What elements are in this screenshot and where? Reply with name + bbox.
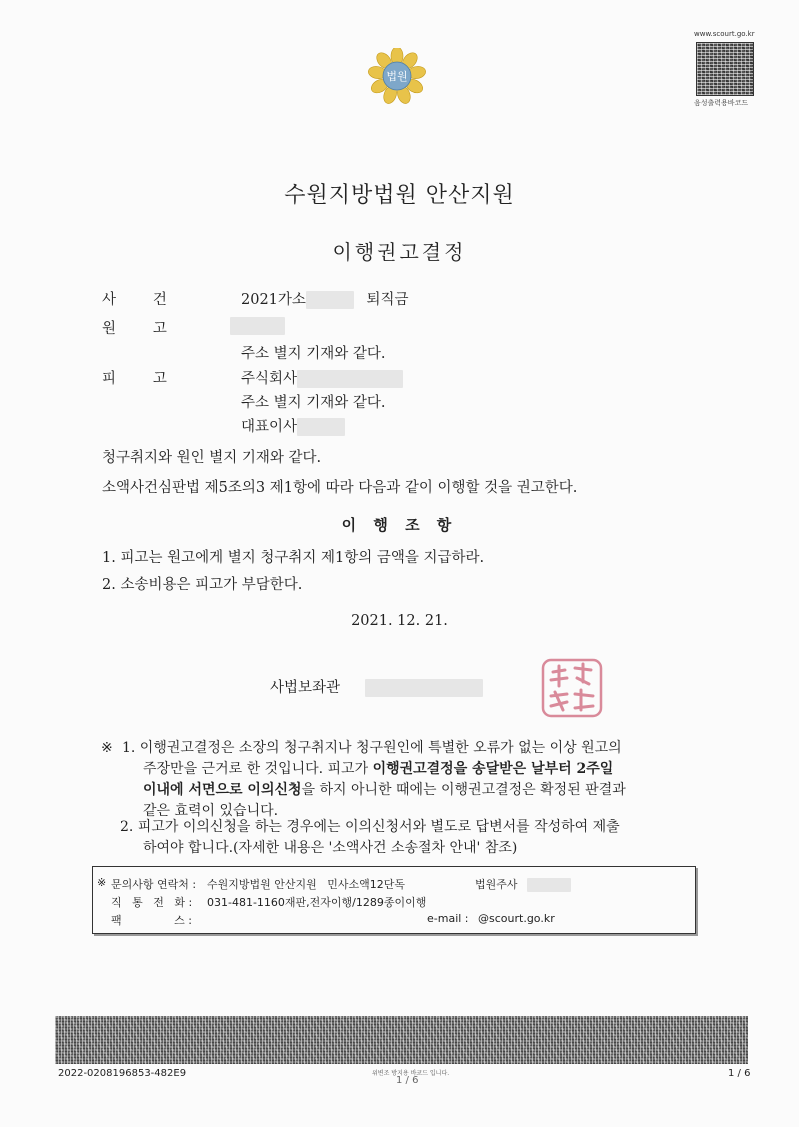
plaintiff-address: 주소 별지 기재와 같다. bbox=[241, 346, 386, 362]
item-1: 1. 피고는 원고에게 별지 청구취지 제1항의 금액을 지급하라. bbox=[102, 550, 485, 566]
qr-caption: 음성출력용바코드 bbox=[694, 99, 749, 107]
barcode-note: 위변조 방지용 바코드 입니다. bbox=[372, 1070, 450, 1077]
redacted-defendant-company bbox=[297, 370, 403, 388]
official-seal-icon bbox=[537, 652, 609, 724]
officer-title: 사법보좌관 bbox=[270, 680, 341, 696]
case-number-row bbox=[241, 288, 409, 309]
note-1-line-2: 주장만을 근거로 한 것입니다. 피고가 이행권고결정을 송달받은 날부터 2주일 bbox=[143, 761, 614, 777]
decision-date: 2021. 12. 21. bbox=[351, 613, 448, 629]
note-1-line-3: 이내에 서면으로 이의신청을 하지 아니한 때에는 이행권고결정은 확정된 판결과 bbox=[143, 782, 626, 798]
inquiry-label: 문의사항 연락처 : bbox=[111, 878, 197, 891]
note-2-line-1: 2. 피고가 이의신청을 하는 경우에는 이의신청서와 별도로 답변서를 작성하여 제출 bbox=[120, 819, 620, 835]
redacted-plaintiff-name bbox=[230, 317, 285, 335]
document-number: 2022-0208196853-482E9 bbox=[58, 1068, 187, 1079]
court-address-row: 법원주사 bbox=[475, 876, 571, 892]
notes-marker: ※ bbox=[101, 740, 113, 756]
contact-box bbox=[92, 866, 696, 934]
voice-output-barcode bbox=[696, 42, 754, 96]
court-emblem-icon bbox=[358, 48, 436, 104]
redacted-clerk-name bbox=[527, 878, 571, 892]
email-value: @scourt.go.kr bbox=[478, 912, 555, 925]
note-2-line-2: 하여야 합니다.(자세한 내용은 '소액사건 소송절차 안내' 참조) bbox=[143, 840, 518, 856]
redacted-case-number bbox=[306, 291, 354, 309]
page-number-center: 1 / 6 bbox=[396, 1075, 419, 1086]
anti-forgery-barcode bbox=[55, 1016, 748, 1064]
note-1-emphasis-a: 이행권고결정을 송달받은 날부터 2주일 bbox=[372, 761, 614, 777]
emblem-text: 법원 bbox=[386, 70, 408, 83]
officer-row bbox=[270, 676, 483, 697]
page-number-right: 1 / 6 bbox=[728, 1068, 751, 1079]
defendant-company: 주식회사 bbox=[241, 367, 403, 388]
recommendation-text: 소액사건심판법 제5조의3 제1항에 따라 다음과 같이 이행할 것을 권고한다. bbox=[102, 480, 578, 496]
court-name: 수원지방법원 안산지원 bbox=[284, 183, 515, 208]
case-number: 2021가소 bbox=[241, 292, 306, 308]
phone-label: 직 통 전 화 : bbox=[111, 896, 193, 909]
claim-text: 청구취지와 원인 별지 기재와 같다. bbox=[102, 450, 322, 466]
fax-label: 팩 스 : bbox=[111, 914, 192, 927]
case-label: 사 건 bbox=[102, 292, 167, 308]
phone-value: 031-481-1160재판,전자이행/1289종이이행 bbox=[207, 896, 427, 909]
defendant-address: 주소 별지 기재와 같다. bbox=[241, 395, 386, 411]
case-name: 퇴직금 bbox=[366, 292, 409, 308]
document-title: 이행권고결정 bbox=[332, 240, 467, 264]
section-heading: 이 행 조 항 bbox=[341, 516, 458, 534]
inquiry-value: 수원지방법원 안산지원 민사소액12단독 bbox=[207, 878, 405, 891]
redacted-representative bbox=[297, 418, 345, 436]
item-2: 2. 소송비용은 피고가 부담한다. bbox=[102, 577, 303, 593]
plaintiff-name bbox=[230, 317, 285, 335]
redacted-officer-name bbox=[365, 679, 483, 697]
note-1-line-4: 같은 효력이 있습니다. bbox=[143, 803, 279, 819]
defendant-label: 피 고 bbox=[102, 371, 167, 387]
contact-marker: ※ bbox=[97, 876, 107, 889]
qr-url-text: www.scourt.go.kr bbox=[694, 30, 755, 38]
note-1-emphasis-b: 이내에 서면으로 이의신청 bbox=[143, 782, 302, 798]
plaintiff-label: 원 고 bbox=[102, 321, 167, 337]
email-row: e-mail : @scourt.go.kr bbox=[427, 912, 555, 925]
representative: 대표이사 bbox=[241, 415, 345, 436]
note-1-line-1: 1. 이행권고결정은 소장의 청구취지나 청구원인에 특별한 오류가 없는 이상 원고의 bbox=[122, 740, 622, 756]
